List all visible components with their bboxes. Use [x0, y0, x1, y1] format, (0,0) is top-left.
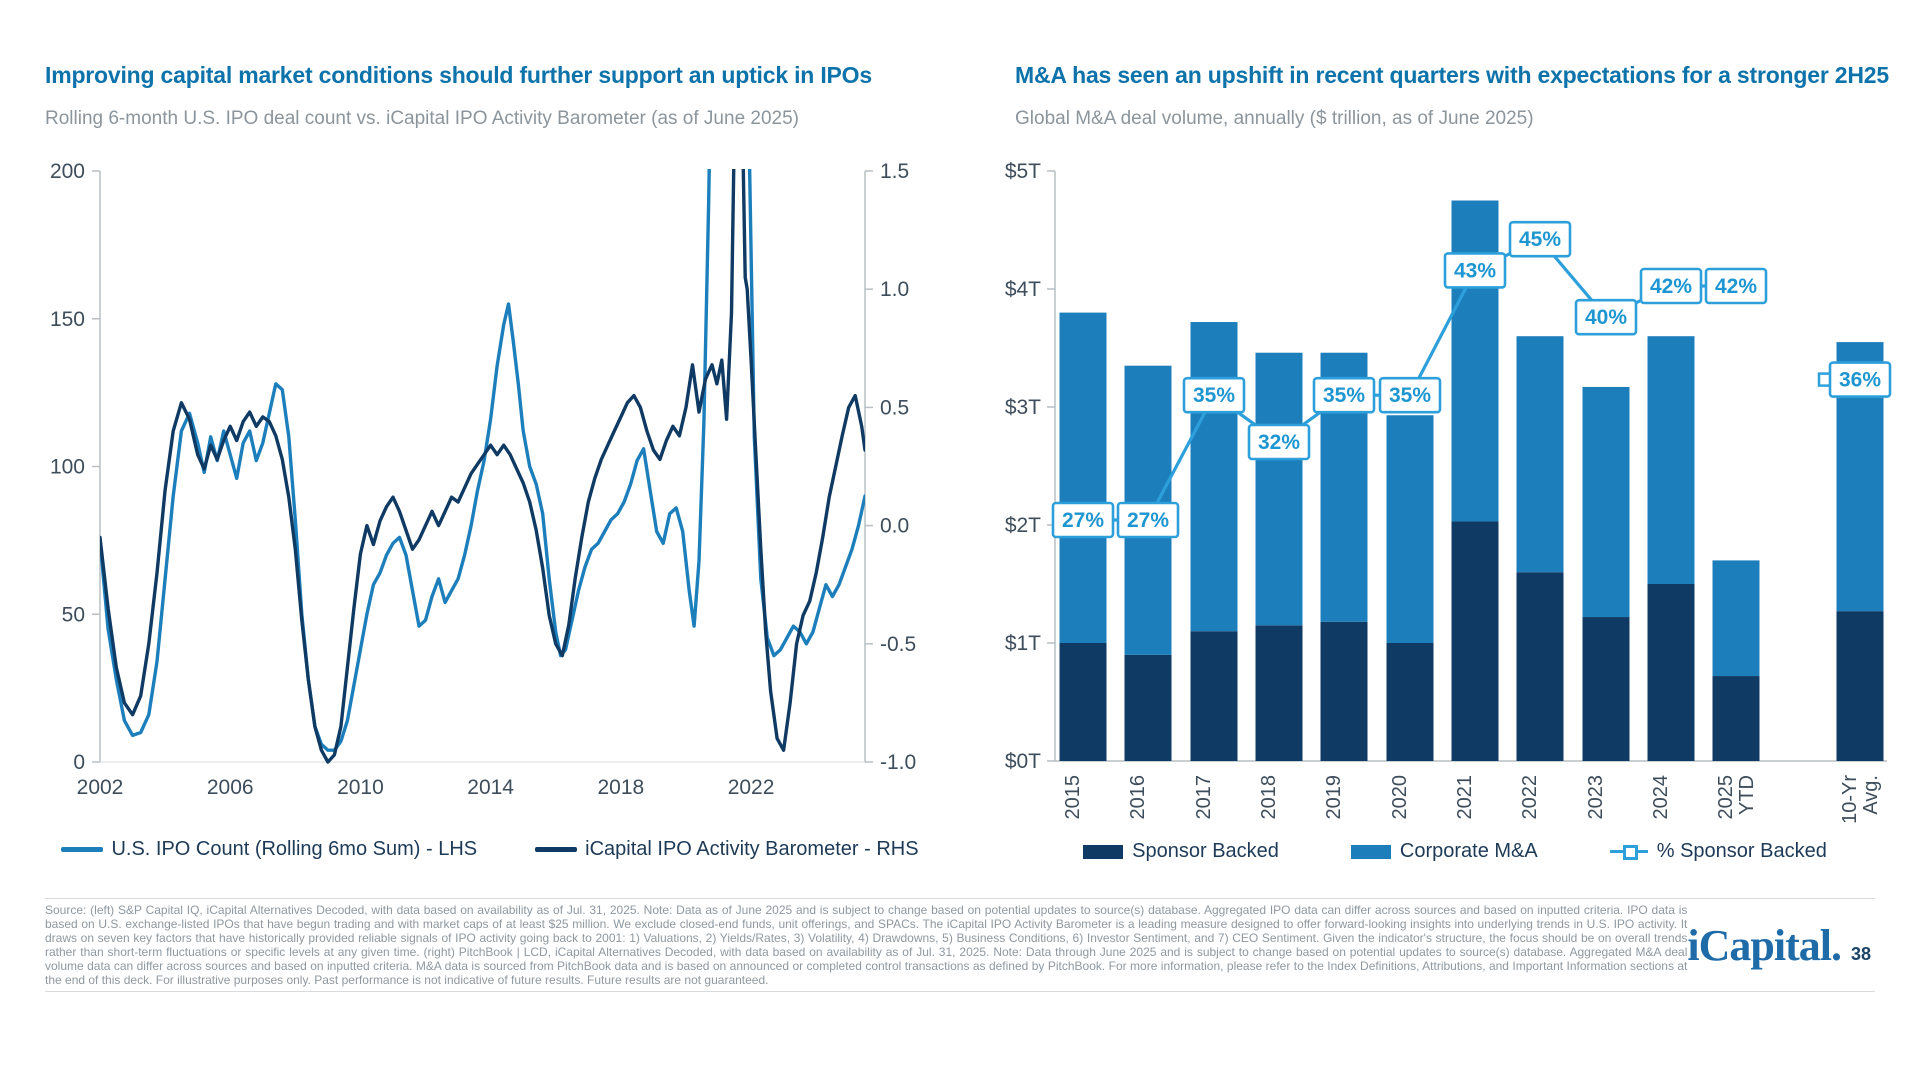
legend-label: U.S. IPO Count (Rolling 6mo Sum) - LHS — [111, 838, 478, 860]
corporate-ma-segment — [1713, 560, 1760, 676]
y-axis-tick-label: $4T — [1004, 278, 1041, 301]
x-axis-category-label: 2016 — [1127, 775, 1149, 820]
ipo-count-line-swatch — [61, 847, 103, 852]
pct-callout-label: 42% — [1649, 275, 1693, 298]
sponsor-backed-swatch — [1083, 845, 1123, 859]
right-axis-tick-label: 0.0 — [880, 514, 910, 538]
bar-2016 — [1125, 366, 1172, 761]
right-chart-subtitle: Global M&A deal volume, annually ($ trillion, as of June 2025) — [1015, 108, 1534, 129]
sponsor-backed-segment — [1452, 521, 1499, 761]
pct-callout-2019 — [1314, 378, 1374, 412]
right-axis-tick-label: 1.0 — [880, 278, 910, 302]
left-chart-subtitle: Rolling 6-month U.S. IPO deal count vs. iCapital IPO Activity Barometer (as of June 2025) — [45, 108, 800, 129]
legend-label: % Sponsor Backed — [1656, 840, 1827, 862]
bar-2019 — [1321, 353, 1368, 761]
y-axis-tick-label: $2T — [1004, 514, 1041, 537]
pct-callout-2025-YTD — [1706, 269, 1766, 303]
pct-callout-2023 — [1576, 300, 1636, 334]
footer-disclosure-text: Source: (left) S&P Capital IQ, iCapital Alternatives Decoded, with data based on availability as of Jul. 31, 2025. Note: Data as of June 2025 and is subject to change based on potential updates to source(s) database. Aggregated IPO data can differ across sources and based on inputted criteria. IPO data is based on U.S. exchange-listed IPOs that have begun trading and with market caps of at least $25 million. We exclude closed-end funds, unit offerings, and SPACs. The iCapital IPO Activity Barometer is a leading measure designed to offer forward-looking insights into underlying trends in U.S. IPO activity. It draws on seven key factors that have historically provided reliable signals of IPO activity going back to 2001: 1) Valuations, 2) Yields/Rates, 3) Volatility, 4) Drawdowns, 5) Business Conditions, 6) Investor Sentiment, and 7) CEO Sentiment. Given the indicator's structure, the focus should be on overall trends rather than short-term fluctuations or specific levels at any given time. (right) PitchBook | LCD, iCapital Alternatives Decoded, with data based on availability as of Jul. 31, 2025. Note: Data through June 2025 and is subject to change based on potential updates to source(s) database. Aggregated M&A deal volume data can differ across sources and based on inputted criteria. M&A data is sourced from PitchBook data and is based on announced or completed control transactions as defined by PitchBook. For more information, please refer to the Index Definitions, Attributions, and Important Information sections at the end of this deck. For illustrative purposes only. Past performance is not indicative of future results. Future results are not guaranteed. — [45, 903, 1688, 987]
x-axis-category-label: 2017 — [1193, 775, 1215, 820]
x-axis-category-label: 10-Yr — [1839, 775, 1861, 824]
pct-callout-2024 — [1641, 269, 1701, 303]
pct-callout-label: 43% — [1453, 259, 1497, 283]
pct-callout-2021 — [1445, 253, 1505, 287]
footer — [45, 898, 1875, 992]
x-axis-category-label: 2019 — [1323, 775, 1345, 820]
legend-item-pct-sponsor — [1610, 840, 1827, 863]
bar-2023 — [1583, 387, 1630, 761]
corporate-ma-segment — [1256, 353, 1303, 626]
pct-callout-label: 35% — [1388, 384, 1432, 408]
right-axis-tick-label: 0.5 — [880, 396, 910, 420]
corporate-ma-segment — [1583, 387, 1630, 617]
legend-item-corporate-ma — [1351, 840, 1538, 863]
x-axis-tick-label: 2014 — [467, 776, 514, 799]
icapital-logo: iCapital. — [1687, 920, 1841, 970]
logo-block — [1687, 920, 1875, 971]
right-chart-legend — [1015, 840, 1895, 863]
bar-2022 — [1517, 336, 1564, 761]
right-axis-tick-label: -0.5 — [880, 632, 917, 656]
legend-label: Corporate M&A — [1399, 840, 1538, 862]
y-axis-tick-label: $3T — [1004, 396, 1041, 419]
sponsor-backed-segment — [1387, 643, 1434, 761]
pct-callout-2020 — [1380, 378, 1440, 412]
pct-callout-2016 — [1118, 503, 1178, 537]
x-axis-tick-label: 2010 — [337, 776, 384, 799]
y-axis-tick-label: $0T — [1004, 750, 1041, 773]
x-axis-category-label: 2024 — [1650, 775, 1672, 820]
sponsor-backed-segment — [1517, 572, 1564, 761]
sponsor-backed-segment — [1125, 655, 1172, 761]
left-axis-tick-label: 200 — [49, 160, 85, 183]
legend-label: iCapital IPO Activity Barometer - RHS — [585, 838, 919, 860]
ipo-line-chart — [45, 150, 935, 810]
pct-callout-label: 32% — [1257, 431, 1301, 454]
corporate-ma-segment — [1191, 322, 1238, 631]
sponsor-backed-segment — [1191, 631, 1238, 761]
left-axis-tick-label: 100 — [49, 455, 85, 479]
x-axis-category-label: 2015 — [1062, 775, 1084, 820]
bar-2025-YTD — [1713, 560, 1760, 761]
pct-sponsor-line-swatch — [1610, 850, 1648, 853]
x-axis-category-label: 2022 — [1519, 775, 1541, 820]
left-chart-legend — [45, 838, 935, 861]
sponsor-backed-segment — [1648, 584, 1695, 761]
bar-2020 — [1387, 415, 1434, 761]
series-line-right — [100, 29, 865, 762]
pct-callout-2022 — [1510, 222, 1570, 256]
left-axis-tick-label: 0 — [73, 751, 85, 774]
pct-callout-label: 36% — [1838, 368, 1882, 392]
pct-callout-2015 — [1053, 503, 1113, 537]
bar-10-Yr-Avg- — [1837, 342, 1884, 761]
sponsor-backed-segment — [1583, 617, 1630, 761]
pct-callout-2017 — [1184, 378, 1244, 412]
pct-callout-2018 — [1249, 425, 1309, 459]
x-axis-category-label: 2023 — [1585, 775, 1607, 820]
x-axis-category-label: 2020 — [1389, 775, 1411, 820]
left-chart-title: Improving capital market conditions should further support an uptick in IPOs — [45, 62, 872, 88]
left-axis-tick-label: 150 — [49, 307, 85, 331]
pct-callout-label: 42% — [1714, 275, 1758, 298]
right-chart-title: M&A has seen an upshift in recent quarters with expectations for a stronger 2H25 — [1015, 62, 1889, 88]
bar-2018 — [1256, 353, 1303, 761]
pct-callout-label: 40% — [1584, 306, 1628, 330]
corporate-ma-swatch — [1351, 845, 1391, 859]
x-axis-tick-label: 2022 — [727, 776, 775, 799]
legend-item-ipo-count — [61, 838, 477, 861]
x-axis-category-label: 2018 — [1258, 775, 1280, 820]
x-axis-tick-label: 2006 — [206, 776, 254, 799]
sponsor-backed-segment — [1321, 622, 1368, 761]
legend-item-sponsor-backed — [1083, 840, 1279, 863]
page-number: 38 — [1850, 943, 1871, 964]
corporate-ma-segment — [1387, 415, 1434, 643]
pct-callout-label: 45% — [1518, 228, 1562, 252]
x-axis-tick-label: 2002 — [76, 776, 124, 799]
x-axis-category-label: YTD — [1736, 775, 1758, 815]
pct-callout-label: 35% — [1322, 384, 1366, 408]
bar-2024 — [1648, 336, 1695, 761]
barometer-line-swatch — [535, 847, 577, 852]
pct-callout-label: 27% — [1061, 509, 1105, 532]
left-axis-tick-label: 50 — [61, 603, 85, 627]
x-axis-category-label: 2025 — [1715, 775, 1737, 820]
pct-callout-10-Yr-Avg- — [1830, 363, 1890, 397]
corporate-ma-segment — [1452, 201, 1499, 522]
y-axis-tick-label: $1T — [1004, 632, 1041, 655]
corporate-ma-segment — [1517, 336, 1564, 572]
pct-callout-label: 27% — [1126, 509, 1170, 532]
sponsor-backed-segment — [1256, 625, 1303, 761]
corporate-ma-segment — [1060, 313, 1107, 643]
ma-bar-chart — [1004, 150, 1895, 845]
corporate-ma-segment — [1648, 336, 1695, 584]
pct-callout-label: 35% — [1192, 384, 1236, 408]
sponsor-backed-segment — [1837, 611, 1884, 761]
right-axis-tick-label: 1.5 — [880, 160, 910, 183]
legend-label: Sponsor Backed — [1132, 840, 1279, 862]
x-axis-tick-label: 2018 — [597, 776, 645, 799]
right-axis-tick-label: -1.0 — [880, 751, 917, 774]
legend-item-barometer — [535, 838, 918, 861]
x-axis-category-label: Avg. — [1860, 775, 1882, 815]
y-axis-tick-label: $5T — [1004, 160, 1041, 183]
sponsor-backed-segment — [1060, 643, 1107, 761]
sponsor-backed-segment — [1713, 676, 1760, 761]
x-axis-category-label: 2021 — [1454, 775, 1476, 820]
